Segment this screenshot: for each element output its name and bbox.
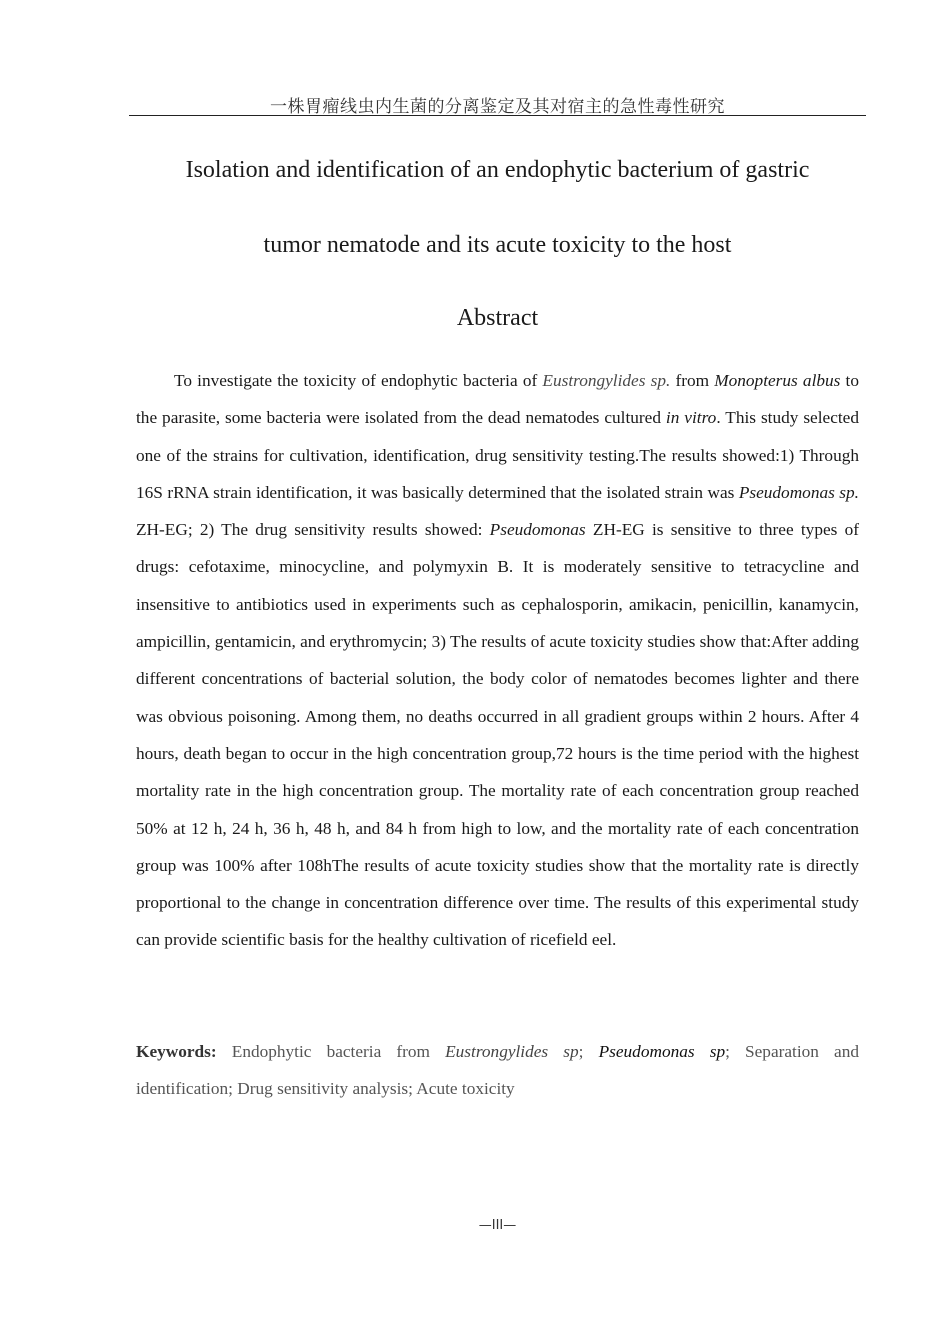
- header-rule: [129, 115, 866, 116]
- abstract-text: ZH-EG is sensitive to three types of drugs: cefotaxime, minocycline, and polymyxin B. It is moderately sensitive to tetracycline and insensitive to antibiotics used in experiments such as cephalosporin, amikacin, penicillin, kanamycin, ampicillin, gentamicin, and erythromycin; 3) The results of acute toxicity studies show that:After adding different concentrations of bacterial solution, the body color of nematodes becomes lighter and there was obvious poisoning. Among them, no deaths occurred in all gradient groups within 2 hours. After 4 hours, death began to occur in the high concentration group,72 hours is the time period with the highest mortality rate in the high concentration group. The mortality rate of each concentration group reached 50% at 12 h, 24 h, 36 h, 48 h, and 84 h from high to low, and the mortality rate of each concentration group was 100% after 108hThe results of acute toxicity studies show that the mortality rate is directly proportional to the change in concentration difference over time. The results of this experimental study can provide scientific basis for the healthy cultivation of ricefield eel.: [136, 520, 859, 950]
- abstract-text: . This study selected one of the strains for cultivation, identification, drug sensitivity testing.The results showed:1) Through 16S rRNA strain identification, it was basically determined that the isolated strain was: [136, 408, 859, 502]
- abstract-text: to the parasite, some bacteria were isolated from the dead nematodes cultured: [136, 371, 859, 428]
- keywords: [136, 1033, 859, 1107]
- keywords-italic: Pseudomonas sp: [598, 1042, 726, 1061]
- abstract-italic: in vitro: [665, 408, 717, 428]
- keywords-text: Endophytic bacteria from: [216, 1042, 446, 1061]
- title-line-1: Isolation and identification of an endophytic bacterium of gastric: [185, 157, 810, 183]
- running-header: 一株胃瘤线虫内生菌的分离鉴定及其对宿主的急性毒性研究: [270, 97, 725, 117]
- abstract-italic: Pseudomonas: [489, 520, 586, 540]
- abstract-text: ZH-EG; 2) The drug sensitivity results showed:: [136, 520, 490, 540]
- keywords-italic: Eustrongylides sp: [445, 1042, 579, 1061]
- title-line-2: tumor nematode and its acute toxicity to the host: [263, 232, 732, 258]
- abstract-heading: Abstract: [456, 305, 539, 331]
- abstract-italic: Monopterus albus: [714, 371, 841, 390]
- keywords-text: ;: [578, 1042, 599, 1061]
- abstract-text: from: [670, 371, 715, 390]
- abstract-italic: Pseudomonas sp.: [738, 482, 859, 502]
- keywords-text: ; Separation and identification; Drug sensitivity analysis; Acute toxicity: [136, 1042, 860, 1098]
- abstract-italic: Eustrongylides sp.: [542, 371, 671, 390]
- page-number: —III—: [478, 1218, 517, 1233]
- abstract-text: To investigate the toxicity of endophytic bacteria of: [174, 371, 543, 390]
- abstract-body: [136, 362, 859, 959]
- keywords-label: Keywords:: [136, 1042, 217, 1061]
